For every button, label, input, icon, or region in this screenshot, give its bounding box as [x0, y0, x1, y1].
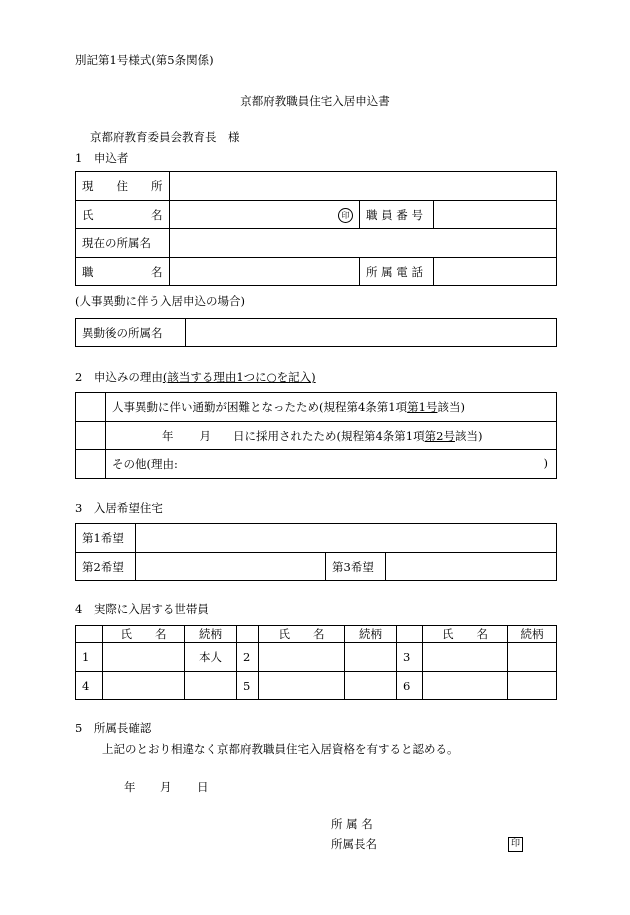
choice2-label: 第2希望: [76, 553, 136, 581]
transfer-table: [75, 318, 557, 347]
reason3-mark-cell[interactable]: [76, 450, 106, 479]
job-field[interactable]: [170, 258, 360, 286]
new-affiliation-label: 異動後の所属名: [76, 319, 186, 347]
staff-number-field[interactable]: [434, 201, 557, 229]
affiliation-row: [76, 229, 557, 258]
applicant-table: [75, 171, 557, 286]
head-name-label: 所属長名: [331, 837, 377, 851]
member-relation-field[interactable]: [185, 672, 237, 700]
choice1-field[interactable]: [136, 524, 557, 553]
staff-number-label: 職 員 番 号: [360, 201, 434, 229]
date-day: 日: [197, 780, 209, 794]
member-name-field[interactable]: [259, 672, 345, 700]
member-relation-field[interactable]: [345, 643, 397, 672]
household-row: 4 5 6: [76, 672, 557, 700]
address-label: 現 住 所: [76, 172, 170, 201]
head-seal-mark: 印: [508, 835, 523, 852]
member-relation-field[interactable]: [508, 672, 557, 700]
name-field[interactable]: [170, 201, 360, 229]
name-label: 氏 名: [76, 201, 170, 229]
transfer-note: (人事異動に伴う入居申込の場合): [75, 294, 245, 308]
form-title: 京都府教職員住宅入居申込書: [240, 94, 390, 108]
address-field[interactable]: [170, 172, 557, 201]
section2-title: 2 申込みの理由: [75, 370, 163, 384]
date-year: 年: [124, 780, 136, 794]
date-month: 月: [160, 780, 172, 794]
new-affiliation-field[interactable]: [186, 319, 557, 347]
member-relation-field[interactable]: [345, 672, 397, 700]
section5-heading: 5 所属長確認: [75, 721, 152, 735]
confirmation-statement: 上記のとおり相違なく京都府教職員住宅入居資格を有すると認める。: [102, 742, 459, 756]
member-name-field[interactable]: [423, 672, 508, 700]
affiliation-field[interactable]: [170, 229, 557, 258]
phone-label: 所 属 電 話: [360, 258, 434, 286]
reason1-text: 人事異動に伴い通勤が困難となったため(規程第4条第1項第1号該当): [106, 393, 557, 422]
reason2-mark-cell[interactable]: [76, 422, 106, 450]
reason-table: [75, 392, 557, 479]
affiliation-name-label: 所 属 名: [331, 817, 373, 831]
section4-heading: 4 実際に入居する世帯員: [75, 602, 209, 616]
choice3-label: 第3希望: [326, 553, 386, 581]
member-name-field[interactable]: [103, 672, 185, 700]
form-reference: 別記第1号様式(第5条関係): [75, 53, 214, 67]
member-name-field[interactable]: [259, 643, 345, 672]
seal-mark: 印: [338, 208, 353, 223]
name-row: [76, 201, 557, 229]
section1-heading: 1 申込者: [75, 151, 129, 165]
section2-heading: [75, 369, 316, 385]
member-relation-field[interactable]: 本人: [185, 643, 237, 672]
member-relation-field[interactable]: [508, 643, 557, 672]
member-name-field[interactable]: [423, 643, 508, 672]
reason3-text[interactable]: その他(理由: ): [106, 450, 557, 479]
choice1-label: 第1希望: [76, 524, 136, 553]
reason2-text: 年 月 日に採用されたため(規程第4条第1項第2号該当): [106, 422, 557, 450]
section3-heading: 3 入居希望住宅: [75, 501, 163, 515]
job-row: [76, 258, 557, 286]
section2-note: (該当する理由1つに○を記入): [162, 370, 316, 384]
affiliation-label: 現在の所属名: [76, 229, 170, 258]
housing-choice-table: [75, 523, 557, 581]
choice2-field[interactable]: [136, 553, 326, 581]
household-table: [75, 625, 557, 700]
address-row: [76, 172, 557, 201]
household-header-row: 氏 名 続柄 氏 名 続柄 氏 名 続柄: [76, 626, 557, 643]
addressee: 京都府教育委員会教育長 様: [90, 130, 240, 144]
choice3-field[interactable]: [386, 553, 557, 581]
job-label: 職 名: [76, 258, 170, 286]
member-name-field[interactable]: [103, 643, 185, 672]
household-row: 1 本人 2 3: [76, 643, 557, 672]
reason1-mark-cell[interactable]: [76, 393, 106, 422]
phone-field[interactable]: [434, 258, 557, 286]
